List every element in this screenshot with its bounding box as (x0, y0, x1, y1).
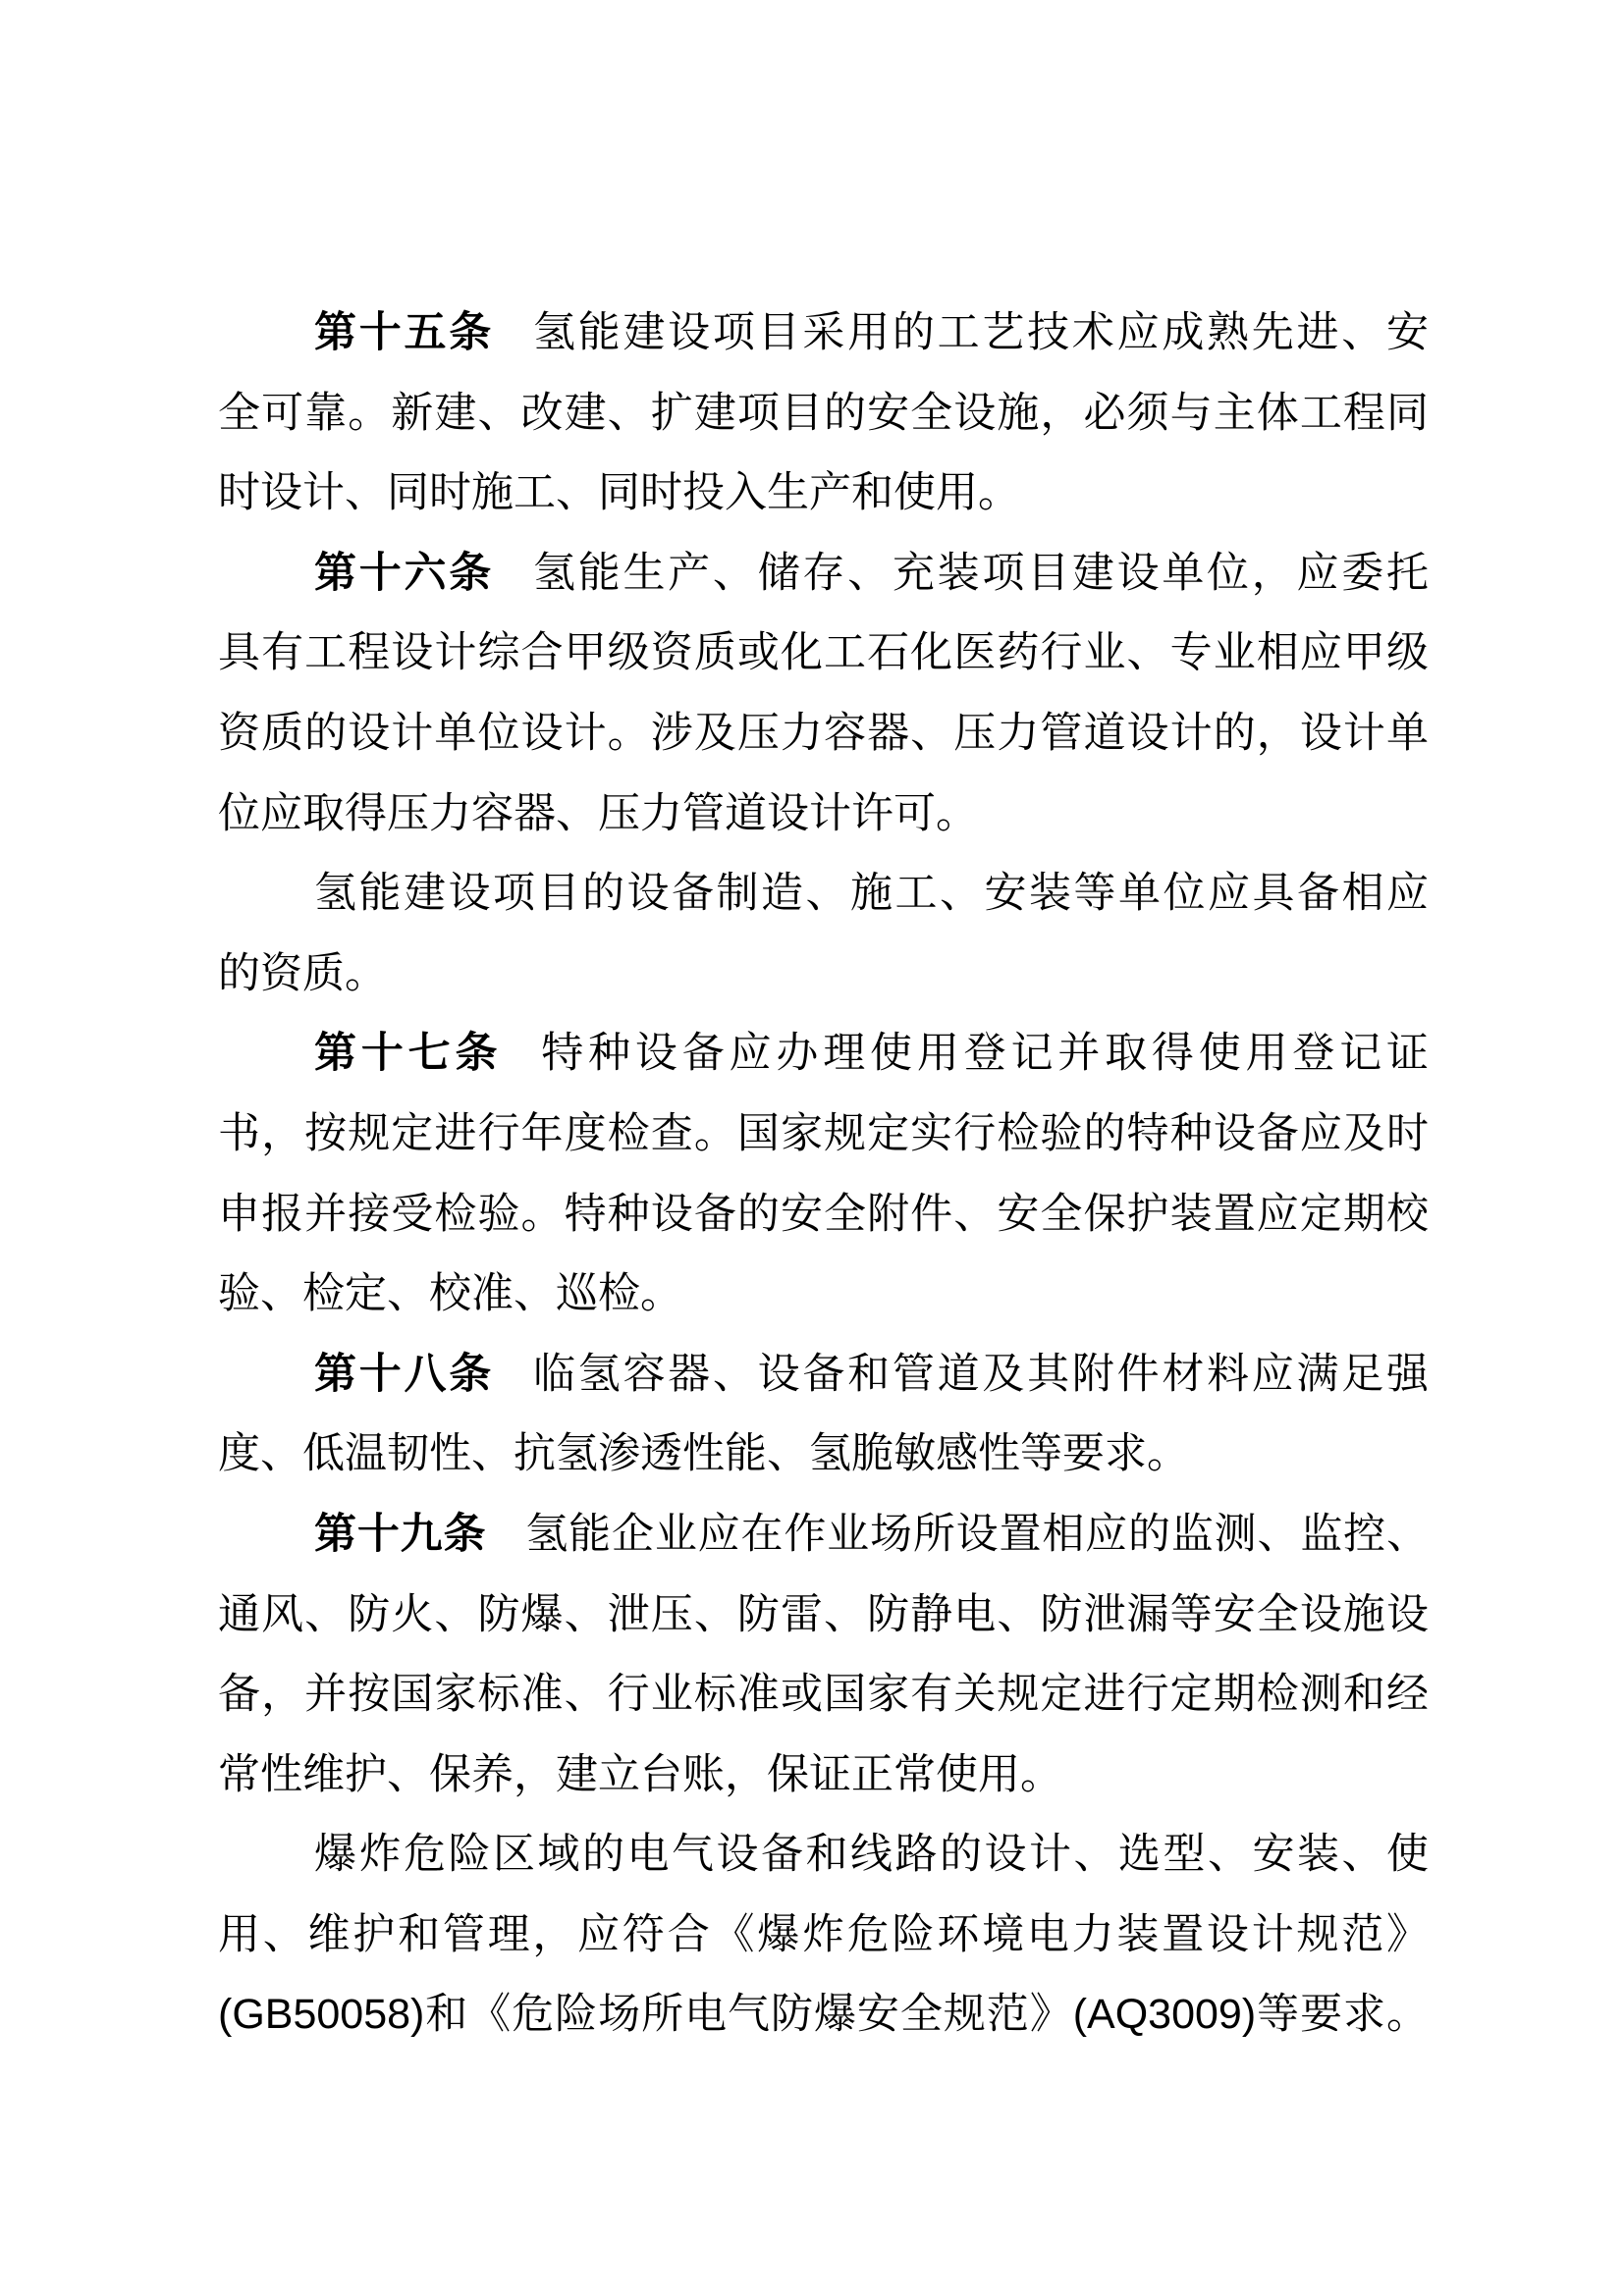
paragraph-line (218, 934, 1429, 1015)
paragraph-line (218, 1495, 1429, 1575)
line-text: 氢能建设项目采用的工艺技术应成熟先进、安 (532, 309, 1430, 356)
paragraph-line (218, 1575, 1429, 1656)
paragraph-line (218, 1014, 1429, 1095)
article-number: 第十八条 (314, 1350, 494, 1398)
line-text: 时设计、同时施工、同时投入生产和使用。 (218, 469, 1020, 517)
article-number: 第十六条 (314, 549, 494, 597)
paragraph-line (218, 374, 1429, 454)
article-number: 第十五条 (314, 309, 494, 356)
line-text: 的资质。 (218, 949, 387, 997)
paragraph-line (218, 1175, 1429, 1255)
line-text: 临氢容器、设备和管道及其附件材料应满足强 (532, 1350, 1430, 1398)
article-number: 第十七条 (314, 1030, 503, 1078)
line-text: 氢能企业应在作业场所设置相应的监测、监控、 (525, 1510, 1430, 1558)
line-text: 备，并按国家标准、行业标准或国家有关规定进行定期检测和经 (218, 1671, 1429, 1719)
paragraph-line (218, 1255, 1429, 1335)
line-text: 验、检定、校准、巡检。 (218, 1270, 682, 1318)
paragraph-line (218, 1896, 1429, 1976)
paragraph-line (218, 1655, 1429, 1735)
line-text: 通风、防火、防爆、泄压、防雷、防静电、防泄漏等安全设施设 (218, 1590, 1429, 1638)
line-text: 全可靠。新建、改建、扩建项目的安全设施，必须与主体工程同 (218, 389, 1429, 437)
paragraph-line (218, 1735, 1429, 1816)
paragraph-line (218, 294, 1429, 374)
paragraph-line (218, 1095, 1429, 1175)
paragraph-line (218, 694, 1429, 774)
paragraph-line (218, 614, 1429, 694)
paragraph-line (218, 534, 1429, 614)
text-block (218, 294, 1429, 2056)
line-text: 具有工程设计综合甲级资质或化工石化医药行业、专业相应甲级 (218, 629, 1429, 677)
paragraph-line (218, 1335, 1429, 1415)
line-text: (GB50058)和《危险场所电气防爆安全规范》(AQ3009)等要求。 (218, 1991, 1429, 2039)
line-text: 书，按规定进行年度检查。国家规定实行检验的特种设备应及时 (218, 1109, 1429, 1157)
line-text: 特种设备应办理使用登记并取得使用登记证 (541, 1030, 1430, 1078)
line-text: 氢能生产、储存、充装项目建设单位，应委托 (532, 549, 1430, 597)
paragraph-line (218, 774, 1429, 855)
paragraph-line (218, 454, 1429, 534)
line-text: 常性维护、保养，建立台账，保证正常使用。 (218, 1750, 1062, 1798)
line-text: 资质的设计单位设计。涉及压力容器、压力管道设计的，设计单 (218, 709, 1429, 757)
line-text: 爆炸危险区域的电气设备和线路的设计、选型、安装、使 (314, 1831, 1429, 1879)
line-text: 申报并接受检验。特种设备的安全附件、安全保护装置应定期校 (218, 1190, 1429, 1238)
article-number: 第十九条 (314, 1510, 487, 1558)
paragraph-line (218, 1975, 1429, 2056)
line-text: 用、维护和管理，应符合《爆炸危险环境电力装置设计规范》 (218, 1910, 1429, 1958)
line-text: 位应取得压力容器、压力管道设计许可。 (218, 789, 978, 837)
line-text: 氢能建设项目的设备制造、施工、安装等单位应具备相应 (314, 870, 1429, 918)
line-text: 度、低温韧性、抗氢渗透性能、氢脆敏感性等要求。 (218, 1430, 1189, 1478)
paragraph-line (218, 1415, 1429, 1495)
paragraph-line (218, 1815, 1429, 1896)
paragraph-line (218, 854, 1429, 934)
